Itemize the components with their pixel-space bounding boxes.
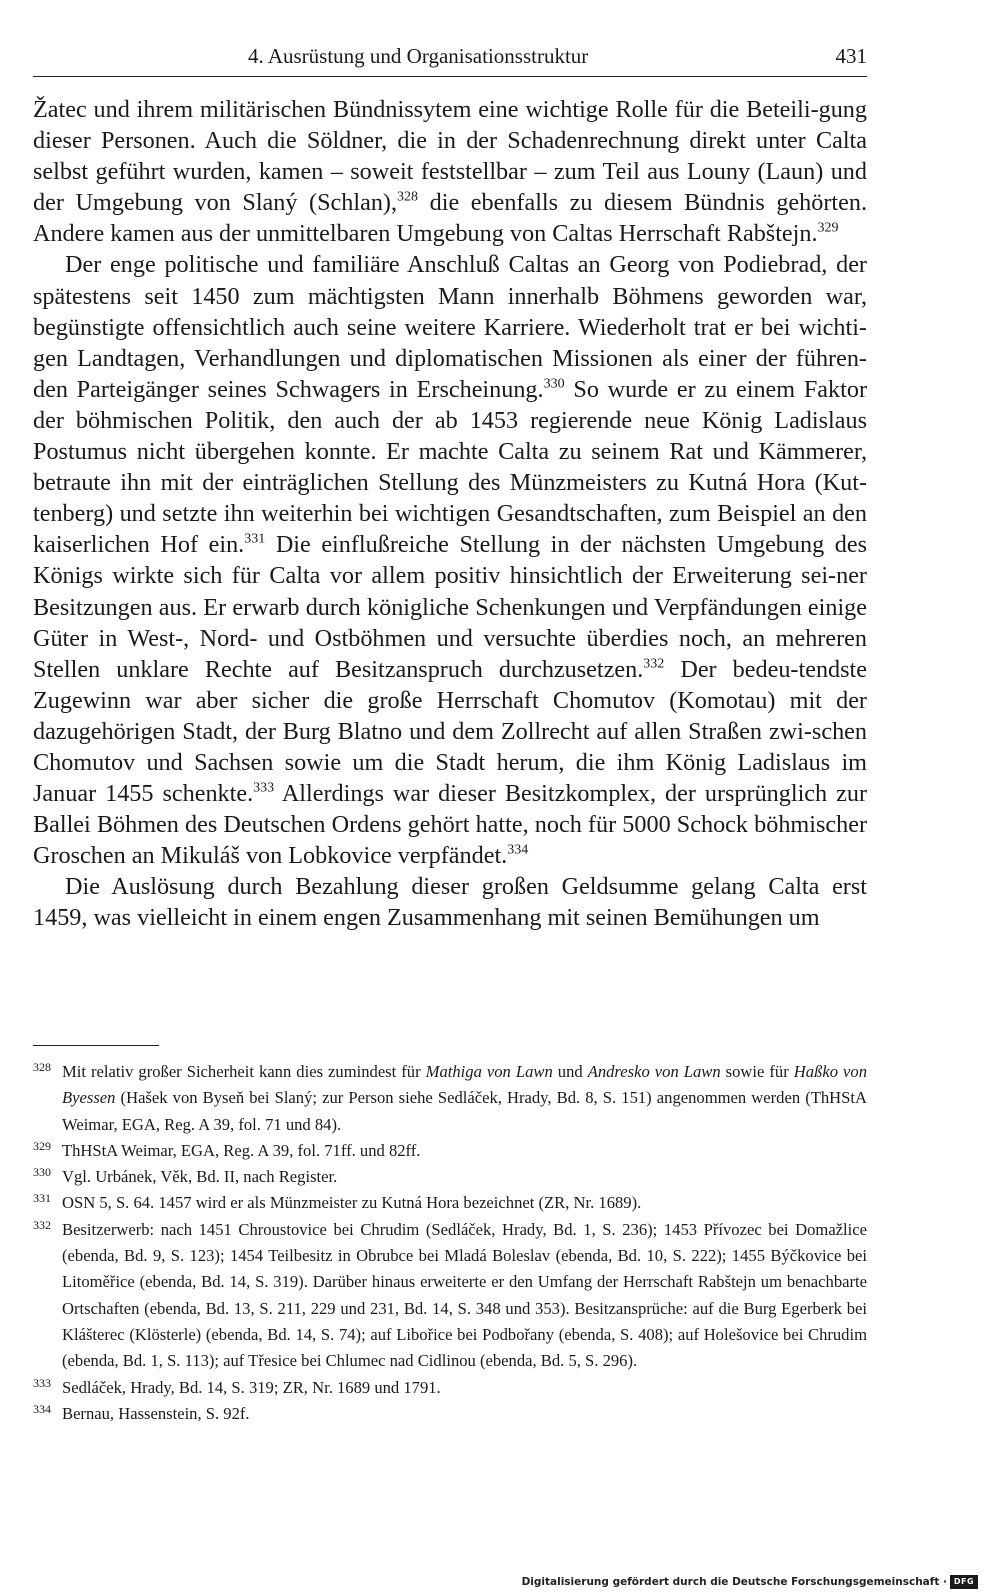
footnote-separator [33,1045,159,1046]
footnote-text: OSN 5, S. 64. 1457 wird er als Münzmeister zu Kutná Hora bezeichnet (ZR, Nr. 1689). [62,1193,642,1213]
footnote-ref-331[interactable]: 331 [244,530,266,547]
footnote-number: 330 [33,1165,51,1180]
body-text [33,94,867,934]
footnote-329 [33,1138,867,1164]
footnote-text: Sedláček, Hrady, Bd. 14, S. 319; ZR, Nr. 1689 und 1791. [62,1377,441,1397]
footnote-number: 331 [33,1191,51,1206]
footnote-ref-328[interactable]: 328 [397,188,419,205]
footnote-328 [33,1059,867,1138]
paragraph-3: Die Auslösung durch Bezahlung dieser großen Geldsumme gelang Calta erst 1459, was vielleicht in einem engen Zusammenhang mit seinen Bemühungen um [33,873,867,932]
footnote-330 [33,1164,867,1190]
running-head [33,38,867,77]
footnote-text: Mit relativ großer Sicherheit kann dies zumindest für Mathiga von Lawn und Andresko von Lawn sowie für Haßko von Byessen (Hašek von Byseň bei Slaný; zur Person siehe Sedláček, Hrady, Bd. 8, S. 151) angenommen werden (ThHStA Weimar, EGA, Reg. A 39, fol. 71 und 84). [62,1062,867,1134]
footnote-text: Vgl. Urbánek, Věk, Bd. II, nach Register. [62,1167,338,1187]
paragraph-1: Žatec und ihrem militärischen Bündnissytem eine wichtige Rolle für die Beteili-gung dieser Personen. Auch die Söldner, die in der Schadenrechnung direkt unter Calta selbst geführt wurden, kamen – soweit feststellbar – zum Teil aus Louny (Laun) und der Umgebung von Slaný (Schlan),$^{328}$ die ebenfalls zu diesem Bündnis gehörten. Andere kamen aus der unmittelbaren Umgebung von Caltas Herrschaft Rabštejn.$^{329}$ [33,96,867,248]
footnote-331 [33,1190,867,1216]
footnote-ref-333[interactable]: 333 [253,779,275,796]
chapter-title: 4. Ausrüstung und Organisationsstruktur [248,44,589,68]
page-number: 431 [835,44,867,68]
footnote-332 [33,1217,867,1375]
footnote-number: 332 [33,1217,51,1232]
digitization-note [522,1574,978,1590]
footnote-ref-330[interactable]: 330 [543,375,565,392]
footnote-number: 328 [33,1060,51,1074]
book-page [33,0,867,1593]
footnote-number: 333 [33,1375,51,1390]
footnote-number: 329 [33,1138,51,1153]
footnote-ref-334[interactable]: 334 [507,841,529,858]
dfg-logo-icon: DFG [950,1575,978,1589]
footnote-333 [33,1375,867,1401]
footnote-text: ThHStA Weimar, EGA, Reg. A 39, fol. 71ff. und 82ff. [62,1140,421,1160]
footnote-ref-332[interactable]: 332 [643,655,665,672]
footnote-text: Bernau, Hassenstein, S. 92f. [62,1403,250,1423]
footnote-text: Besitzerwerb: nach 1451 Chroustovice bei Chrudim (Sedláček, Hrady, Bd. 1, S. 236); 1453 Přívozec bei Domažlice (ebenda, Bd. 9, S. 123); 1454 Teilbesitz in Obrubce bei Mladá Boleslav (ebenda, Bd. 10, S. 222); 1455 Býčkovice bei Litoměřice (ebenda, Bd. 14, S. 319). Darüber hinaus erweiterte er den Umfang der Herrschaft Rabštejn um benachbarte Ortschaften (ebenda, Bd. 13, S. 211, 229 und 231, Bd. 14, S. 348 und 353). Besitzansprüche: auf die Burg Egerberk bei Klášterec (Klösterle) (ebenda, Bd. 14, S. 74); auf Libořice bei Podbořany (ebenda, S. 408); auf Holešovice bei Chrudim (ebenda, Bd. 1, S. 113); auf Třesice bei Chlumec nad Cidlinou (ebenda, Bd. 5, S. 296). [62,1219,867,1371]
digitization-note-text: Digitalisierung gefördert durch die Deutsche Forschungsgemeinschaft · [521,1576,947,1588]
footnote-334 [33,1401,867,1427]
paragraph-2: Der enge politische und familiäre Anschluß Caltas an Georg von Podiebrad, der spätestens seit 1450 zum mächtigsten Mann innerhalb Böhmens geworden war, begünstigte offensichtlich auch seine weitere Karriere. Wiederholt trat er bei wichti-gen Landtagen, Verhandlungen und diplomatischen Missionen als einer der führen-den Parteigänger seines Schwagers in Erscheinung.$^{330}$ So wurde er zu einem Faktor der böhmischen Politik, den auch der ab 1453 regierende neue König Ladislaus Postumus nicht übergehen konnte. Er machte Calta zu seinem Rat und Kämmerer, betraute ihn mit der einträglichen Stellung des Münzmeisters zu Kutná Hora (Kut-tenberg) und setzte ihn weiterhin bei wichtigen Gesandtschaften, zum Beispiel an den kaiserlichen Hof ein.$^{331}$ Die einflußreiche Stellung in der nächsten Umgebung des Königs wirkte sich für Calta vor allem positiv hinsichtlich der Erweiterung sei-ner Besitzungen aus. Er erwarb durch königliche Schenkungen und Verpfändungen einige Güter in West-, Nord- und Ostböhmen und versuchte überdies noch, an mehreren Stellen unklare Rechte auf Besitzanspruch durchzusetzen.$^{332}$ Der bedeu-tendste Zugewinn war aber sicher die große Herrschaft Chomutov (Komotau) mit der dazugehörigen Stadt, der Burg Blatno und dem Zollrecht auf allen Straßen zwi-schen Chomutov und Sachsen sowie um die Stadt herum, die ihm König Ladislaus im Januar 1455 schenkte.$^{333}$ Allerdings war dieser Besitzkomplex, der ursprünglich zur Ballei Böhmen des Deutschen Ordens gehört hatte, noch für 5000 Schock böhmischer Groschen an Mikuláš von Lobkovice verpfändet.$^{334}$ [33,251,868,870]
footnote-ref-329[interactable]: 329 [817,219,839,236]
footnote-number: 334 [33,1401,51,1416]
footnotes [33,1059,867,1427]
